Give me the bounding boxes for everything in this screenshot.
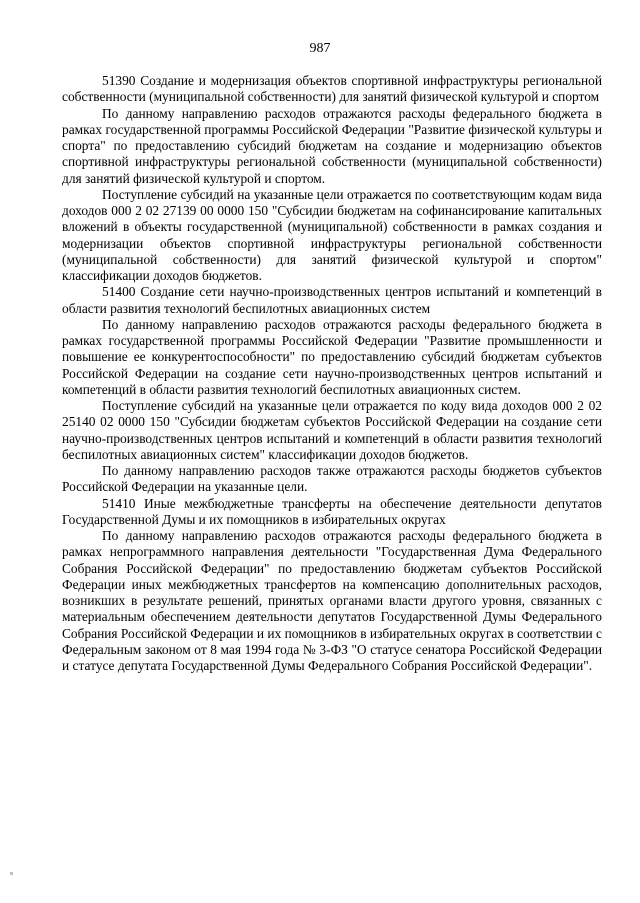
paragraph-51400-heading: 51400 Создание сети научно-производственных центров испытаний и компетенций в области развития технологий беспилотных авиационных систем <box>62 284 602 316</box>
paragraph-51390-revenue: Поступление субсидий на указанные цели отражается по соответствующим кодам вида доходов 000 2 02 27139 00 0000 150 "Субсидии бюджетам на софинансирование капитальных вложений в объекты государственной (муниципальной) собственности в рамках создания и модернизации объектов спортивной инфраструктуры региональной собственности (муниципальной собственности) для занятий физической культурой и спортом" классификации доходов бюджетов. <box>62 186 602 283</box>
paragraph-51390-description: По данному направлению расходов отражаются расходы федерального бюджета в рамках государственной программы Российской Федерации "Развитие физической культуры и спорта" по предоставлению субсидий бюджетам на создание и модернизацию объектов спортивной инфраструктуры региональной собственности (муниципальной собственности) для занятий физической культурой и спортом. <box>62 105 602 186</box>
paragraph-51400-regional: По данному направлению расходов также отражаются расходы бюджетов субъектов Российской Федерации на указанные цели. <box>62 463 602 495</box>
paragraph-51410-heading: 51410 Иные межбюджетные трансферты на обеспечение деятельности депутатов Государственной Думы и их помощников в избирательных округах <box>62 495 602 527</box>
paragraph-51400-description: По данному направлению расходов отражаются расходы федерального бюджета в рамках государственной программы Российской Федерации "Развитие промышленности и повышение ее конкурентоспособности" по предоставлению субсидий бюджетам субъектов Российской Федерации на создание сети научно-производственных центров испытаний и компетенций в области развития технологий беспилотных авиационных систем. <box>62 316 602 397</box>
scan-edge-mark <box>10 872 13 875</box>
page-number: 987 <box>309 41 331 56</box>
paragraph-51400-revenue: Поступление субсидий на указанные цели отражается по коду вида доходов 000 2 02 25140 02 0000 150 "Субсидии бюджетам субъектов Российской Федерации на создание сети научно-производственных центров испытаний и компетенций в области развития технологий беспилотных авиационных систем" классификации доходов бюджетов. <box>62 398 602 462</box>
paragraph-51390-heading: 51390 Создание и модернизация объектов спортивной инфраструктуры региональной собственности (муниципальной собственности) для занятий физической культурой и спортом <box>62 73 602 105</box>
document-body <box>62 73 602 674</box>
paragraph-51410-description: По данному направлению расходов отражаются расходы федерального бюджета в рамках непрограммного направления деятельности "Государственная Дума Федерального Собрания Российской Федерации" по предоставлению бюджетам субъектов Российской Федерации иных межбюджетных трансфертов на компенсацию дополнительных расходов, возникших в результате решений, принятых органами власти другого уровня, связанных с материальным обеспечением деятельности депутатов Государственной Думы Федерального Собрания Российской Федерации и их помощников в избирательных округах в соответствии с Федеральным законом от 8 мая 1994 года № 3-ФЗ "О статусе сенатора Российской Федерации и статусе депутата Государственной Думы Федерального Собрания Российской Федерации". <box>62 528 602 673</box>
